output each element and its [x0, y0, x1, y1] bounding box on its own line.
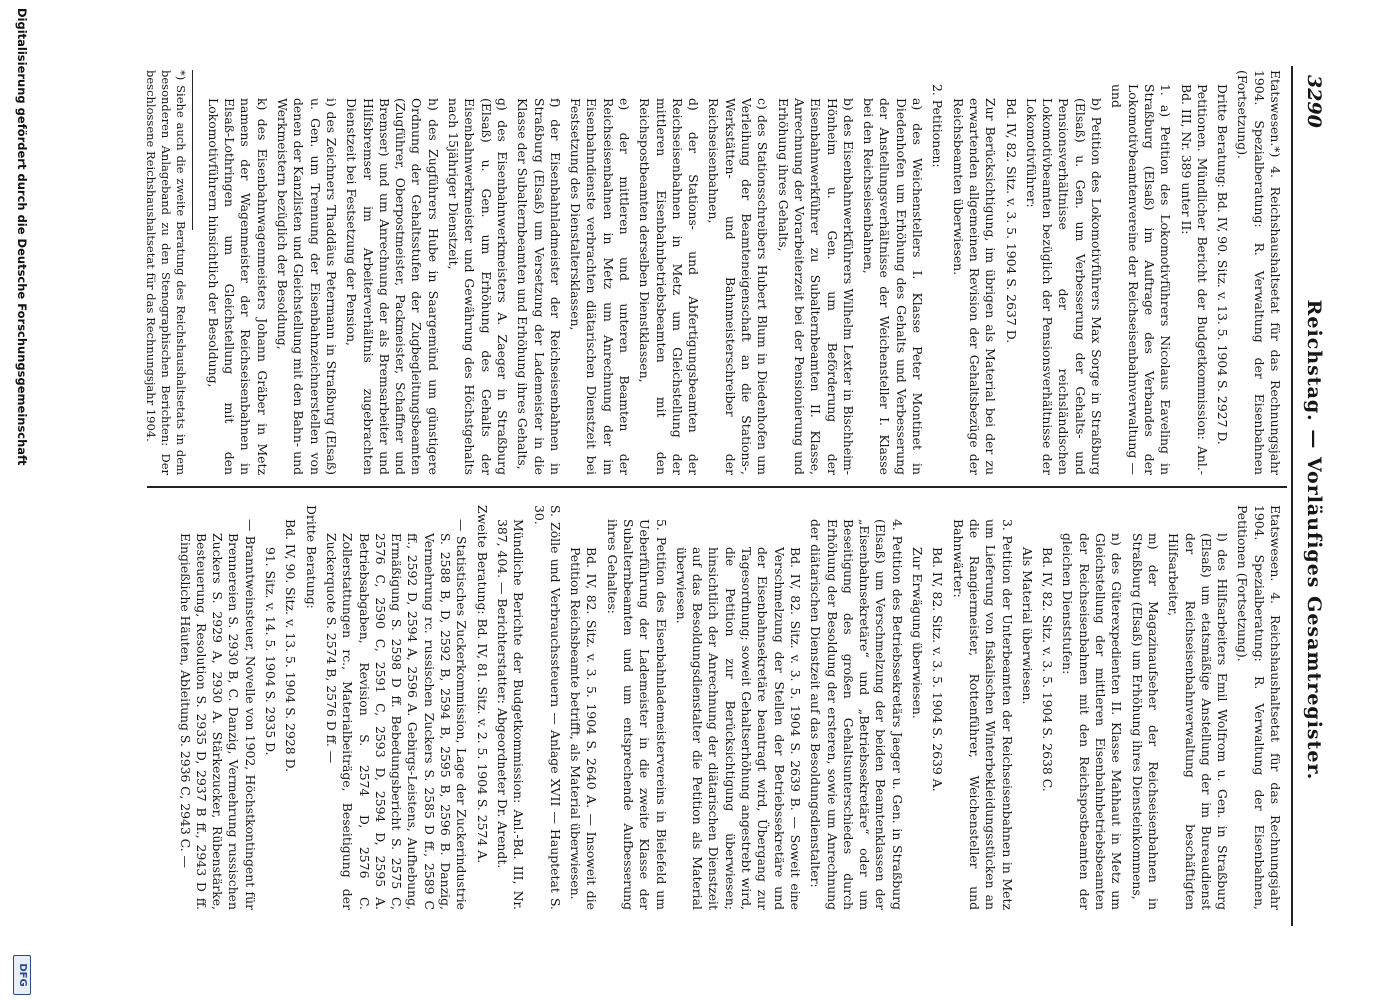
paragraph: c) des Stationsschreibers Hubert Blum in Diedenhofen um Verleihung der Beamteneigenschaft an die Stations-, Werkstätten- und Bahnmeisterschreiber der Reichseisenbahnen,: [706, 98, 771, 475]
page-number: 3290: [1303, 75, 1325, 128]
paragraph: Etatswesen.*) 4. Reichshaushaltsetat für das Rechnungsjahr 1904. Spezialberatung: R. Verwaltung der Eisenbahnen (Fortsetzung).: [1235, 70, 1283, 475]
paragraph: g) des Eisenbahnwerkmeisters A. Zaeger in Straßburg (Elsaß) u. Gen. um Erhöhung des Gehalts der Eisenbahnwerkmeister und Gewährung des Höchstgehalts nach 15jähriger Dienstzeit,: [446, 98, 510, 475]
right-column: [143, 505, 1283, 910]
paragraph: Dritte Beratung:: [303, 505, 319, 609]
paragraph: 2. Petitionen:: [930, 84, 946, 168]
paragraph-gap: [1104, 70, 1108, 475]
paragraph: 5. Petition des Eisenbahnlademeistervereins in Bielefeld um Ueberführung der Lademeister in die zweite Klasse der Subalternbeamten und um entsprechende Aufbesserung ihres Gehaltes:: [604, 519, 669, 910]
paragraph: 3. Petition der Unterbeamten der Reichseisenbahnen in Metz um Lieferung von fiskalischen Winterbekleidungsstücken an die Rangiermeister, Rottenführer, Weichensteller und Bahnwärter:: [950, 519, 1015, 910]
paragraph: a) des Weichenstellers I. Klasse Peter Montinet in Diedenhofen um Erhöhung des Gehalts und Verbesserung der Anstellungsverhältnisse der Weichensteller I. Klasse bei den Reichseisenbahnen,: [861, 98, 926, 475]
paragraph: m) der Magazinaufseher der Reichseisenbahnen in Straßburg (Elsaß) um Erhöhung ihres Diensteinkommens,: [1129, 533, 1161, 910]
paragraph: — Statistisches Zuckerkommission, Lage der Zuckerindustrie S. 2588 B, D, 2592 B, 2594 B, 2595 B, 2596 B. Danzig, Vermehrung rc. russischen Zuckers S. 2585 D ff., 2589 C ff., 2592 D, 2594 A, 2596 A. Gebirgs-Leistens, Aufhebung, Ermäßigung S. 2598 D ff. Bebedungsbericht S. 2575 C, 2576 C, 2590 C, 2591 C, 2593 D, 2594 D, 2595 A. Betriebsabgaben, Revision S. 2574 D, 2576 C. Zollerstattungen rc., Materialbeiträge, Beseitigung der Zuckerquote S. 2574 B, 2576 D ff. —: [323, 519, 470, 910]
paragraph: Etatswesen. 4. Reichshaushaltsetat für das Rechnungsjahr 1904. Spezialberatung: R. Verwaltung der Eisenbahnen, Petitionen (Fortsetzung).: [1235, 505, 1283, 910]
paragraph: d) der Stations- und Abfertigungsbeamten der Reichseisenbahnen in Metz um Gleichstellung der mittleren Eisenbahnbetriebsbeamten mit den Reichspostbeamten derselben Dienstklassen,: [637, 98, 702, 475]
paragraph: b) des Eisenbahnwerkführers Wilhelm Lexter in Bischheim-Hönheim u. Gen. um Beförderung der Eisenbahnwerkführer zu Subalternbeamten II. Klasse, Anrechnung der Vorarbeiterzeit bei der Pensionierung und Erhöhung ihres Gehalts,: [775, 98, 856, 475]
paragraph: b) Petition des Lokomotivführers Max Sorge in Straßburg (Elsaß) u. Gen. um Verbesserung der Gehalts- und Pensionsverhältnisse der reichsländischen Lokomotivbeamten bezüglich der Pensionsverhältnisse der Lokomotivführer:: [1023, 98, 1105, 475]
paragraph: Zur Erwägung überwiesen.: [910, 547, 926, 719]
paragraph: Mündliche Berichte der Budgetkommission: Anl.-Bd. III, Nr. 387, 404. — Berichterstatter: Abgeordneter Dr. Arendt.: [494, 519, 527, 910]
paragraph: — Branntweinsteuer, Novelle von 1902, Höchstkontingent für Brennereien S. 2930 B, C. Danzig, Vermehrung russischen Zuckers S. 2929 A, 2930 A. Stärkezucker, Rübenstärke, Besteuerung, Resolution S. 2935 D, 2937 B ff., 2943 D ff. Eingießliche Häuten, Ableitung S. 2936 C, 2943 C. —: [177, 519, 258, 910]
credit-text: Digitalisierung gefördert durch die Deutsche Forschungsgemeinschaft: [15, 8, 29, 466]
paragraph: Bd. IV, 90. Sitz. v. 13. 5. 1904 S. 2928 D.: [283, 519, 299, 773]
paragraph: Bd. IV, 82. Sitz. v. 3. 5. 1904 S. 2638 C.: [1040, 547, 1056, 792]
paragraph: e) der mittleren und unteren Beamten der Reichseisenbahnen in Metz um Anrechnung der im Eisenbahndienste verbrachten diätarischen Dienstzeit bei Festsetzung des Dienstaltersklassen,: [568, 98, 633, 475]
paragraph: Zweite Beratung: Bd. IV, 81. Sitz. v. 2. 5. 1904 S. 2574 A.: [474, 505, 490, 864]
paragraph: n) des Güterexpedienten II. Klasse Mahhaut in Metz um Gleichstellung der mittleren Eisenbahnbetriebsbeamten der Reichseisenbahnen mit den Reichspostbeamten der gleichen Dienststufen:: [1060, 533, 1125, 910]
paragraph: Dritte Beratung: Bd. IV, 90. Sitz. v. 13. 5. 1904 S. 2927 D.: [1215, 84, 1231, 445]
paragraph: Bd. IV, 82. Sitz. v. 3. 5. 1904 S. 2639 A.: [930, 547, 946, 792]
paragraph: 91. Sitz. v. 14. 5. 1904 S. 2935 D.: [263, 547, 279, 756]
paragraph-gap: [1015, 505, 1019, 910]
paragraph: S. Zölle und Verbrauchssteuern — Anlage XVII — Hauptetat S. 30.: [531, 505, 563, 910]
paragraph: Bd. IV, 82. Sitz. v. 3. 5. 1904 S. 2637 D.: [1003, 98, 1019, 344]
left-column: [143, 70, 1283, 475]
left-column-paragraphs: [201, 70, 1283, 475]
footnote-rule: [192, 70, 193, 230]
digitization-credit: [7, 0, 37, 1000]
paragraph: i) des Zeichners Thaddäus Petermann in Straßburg (Elsaß) u. Gen. um Trennung der Eisenbahnzeichnerstellen von denen der Kanzlisten und Gleichstellung mit den Bahn- und Werkmeistern bezüglich der Besoldung,: [275, 98, 339, 475]
paragraph: Zur Berücksichtigung, im übrigen als Material bei der zu erwartenden allgemeinen Revision der Gehaltsbezüge der Reichsbeamten überwiesen.: [950, 98, 999, 475]
paragraph: Bd. IV, 82. Sitz. v. 3. 5. 1904 S. 2639 B. — Soweit eine Verschmelzung der Stellen der Betriebssekretäre und der Eisenbahnsekretäre beantragt wird, Übergang zur Tagesordnung; soweit Gehaltserhöhung angestrebt wird, die Petition zur Berücksichtigung überwiesen; hinsichtlich der Anrechnung der diätarischen Dienstzeit auf das Besoldungsdienstalter die Petition als Material überwiesen.: [673, 547, 803, 910]
paragraph: l) des Hilfsarbeiters Emil Wolfrom u. Gen. in Straßburg (Elsaß) um etatsmäßige Anstellung der im Bureaudienst der Reichseisenbahnverwaltung beschäftigten Hilfsarbeiter,: [1166, 533, 1231, 910]
running-head: Reichstag. — Vorläufiges Gesamtregister.: [1303, 299, 1325, 781]
right-column-paragraphs: [172, 505, 1283, 910]
paragraph: k) des Eisenbahnwagenmeisters Johann Gräber in Metz namens der Wagenmeister der Reichseisenbahnen in Elsaß-Lothringen um Gleichstellung mit den Lokomotivführern hinsichtlich der Besoldung,: [205, 98, 270, 475]
dfg-logo: DFG: [13, 955, 31, 995]
paragraph: Als Material überwiesen.: [1019, 547, 1035, 705]
paragraph: 1. a) Petition des Lokomotivführers Nicolaus Eaveling in Straßburg (Elsaß) im Auftrage des Verbandes der Lokomotivbeamtenvereine der Reichseisenbahnverwaltung — und: [1109, 84, 1174, 475]
header-rule: [1291, 66, 1293, 926]
paragraph: Bd. IV, 82. Sitz. v. 3. 5. 1904 S. 2640 A. — Insoweit die Petition Reichsbeamte betrifft, als Material überwiesen.: [568, 547, 600, 910]
column-rule: [147, 486, 1287, 488]
paragraph: 4. Petition des Betriebssekretärs Jaeger u. Gen. in Straßburg (Elsaß) um Verschmelzung der beiden Beamtenklassen der „Eisenbahnsekretäre“ und „Betriebssekretäre“ oder um Beseitigung des großen Gehaltsunterschiedes durch Erhöhung der Besoldung der ersteren, sowie um Anrechnung der diätarischen Dienstzeit auf das Besoldungsdienstalter:: [808, 519, 905, 910]
paragraph-gap: [526, 505, 530, 910]
paragraph: f) der Eisenbahnladmeister der Reichseisenbahnen in Straßburg (Elsaß) um Versetzung der Lademeister in die Klasse der Subalternbeamten und Erhöhung ihres Gehalts,: [515, 98, 563, 475]
footnote: *) Siehe auch die zweite Beratung des Reichshaushaltsetats in dem besonderen Anlageband zu den Stenographischen Berichten: Der beschlossene Reichshaushaltsetat für das Rechnungsjahr 1904.: [143, 70, 188, 475]
paragraph: Petitionen. Mündlicher Bericht der Budgetkommission: Anl.-Bd. III, Nr. 389 unter II:: [1178, 84, 1210, 475]
paragraph: h) des Zugführers Hube in Saargemünd um günstigere Ordnung der Gehaltsstufen der Zugbegleitungsbeamten (Zugführer, Oberpostmeister, Packmeister, Schaffner und Bremser) und um Anrechnung der als Bremsarbeiter und Hilfsbremser im Arbeiterverhältnis zugebrachten Dienstzeit bei Festsetzung der Pension,: [344, 98, 441, 475]
